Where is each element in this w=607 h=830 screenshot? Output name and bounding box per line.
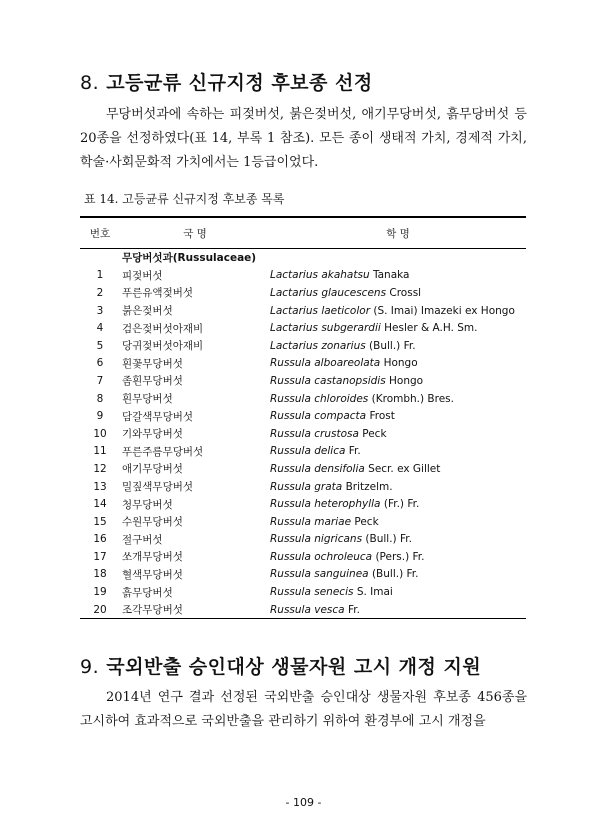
author-citation: (Krombh.) Bres. xyxy=(371,392,454,405)
species-epithet: alboareolata xyxy=(314,357,381,370)
scientific-name xyxy=(270,548,526,566)
scientific-name xyxy=(270,566,526,584)
row-number: 8 xyxy=(96,392,104,405)
table-row xyxy=(80,513,526,531)
species-epithet: vesca xyxy=(314,603,345,616)
korean-name: 붉은젖버섯 xyxy=(122,305,173,318)
row-number: 15 xyxy=(93,515,107,528)
table-row xyxy=(80,601,526,619)
scientific-name xyxy=(270,513,526,531)
scientific-name xyxy=(270,302,526,320)
genus: Russula xyxy=(270,427,311,440)
row-number: 17 xyxy=(93,550,107,563)
species-epithet: castanopsidis xyxy=(314,374,386,387)
genus: Lactarius xyxy=(270,339,318,352)
author-citation: (Bull.) Fr. xyxy=(371,568,419,581)
table-row xyxy=(80,460,526,478)
table-row xyxy=(80,372,526,390)
table-header-row xyxy=(80,217,526,249)
row-number: 16 xyxy=(93,533,107,546)
korean-name: 좀흰무당버섯 xyxy=(122,375,183,388)
row-number: 12 xyxy=(93,462,107,475)
korean-name: 담갈색무당버섯 xyxy=(122,410,194,423)
species-epithet: zonarius xyxy=(321,339,366,352)
scientific-name xyxy=(270,601,526,619)
author-citation: (Bull.) Fr. xyxy=(369,339,416,352)
scientific-name xyxy=(270,407,526,425)
row-number: 9 xyxy=(96,410,104,423)
korean-name: 절구버섯 xyxy=(122,533,163,546)
table-row xyxy=(80,355,526,373)
row-number: 10 xyxy=(93,427,107,440)
row-number: 18 xyxy=(93,568,107,581)
scientific-name xyxy=(270,531,526,549)
genus: Lactarius xyxy=(270,322,318,335)
table-row xyxy=(80,337,526,355)
row-number: 13 xyxy=(93,480,107,493)
table-row xyxy=(80,302,526,320)
korean-name: 조각무당버섯 xyxy=(122,604,183,617)
scientific-name xyxy=(270,495,526,513)
genus: Russula xyxy=(270,374,311,387)
korean-name: 수원무당버섯 xyxy=(122,516,183,529)
row-number: 6 xyxy=(96,357,104,370)
section-8-heading xyxy=(80,68,373,95)
row-number: 7 xyxy=(96,374,104,387)
section-9-title: 국외반출 승인대상 생물자원 고시 개정 지원 xyxy=(106,656,482,678)
section-8-number: 8. xyxy=(80,72,100,94)
genus: Lactarius xyxy=(270,286,318,299)
species-epithet: sanguinea xyxy=(314,568,369,581)
species-epithet: grata xyxy=(314,480,343,493)
species-epithet: chloroides xyxy=(314,392,369,405)
row-number: 19 xyxy=(93,586,107,599)
genus: Russula xyxy=(270,498,311,511)
scientific-name xyxy=(270,443,526,461)
section-9-number: 9. xyxy=(80,656,100,678)
korean-name: 푸른주름무당버섯 xyxy=(122,445,204,458)
species-epithet: crustosa xyxy=(314,427,359,440)
author-citation: Crossl xyxy=(389,286,422,299)
author-citation: (S. Imai) Imazeki ex Hongo xyxy=(373,304,515,317)
row-number: 1 xyxy=(96,269,104,282)
genus: Russula xyxy=(270,392,311,405)
table-row xyxy=(80,583,526,601)
row-number: 4 xyxy=(96,322,104,335)
genus: Russula xyxy=(270,586,311,599)
korean-name: 청무당버섯 xyxy=(122,498,173,511)
header-korean-name: 국 명 xyxy=(120,217,270,249)
table-row xyxy=(80,407,526,425)
table-body xyxy=(80,249,526,619)
section-8-paragraph-text: 무당버섯과에 속하는 피젖버섯, 붉은젖버섯, 애기무당버섯, 흙무당버섯 등 20종을 선정하였다(표 14, 부록 1 참조). 모든 종이 생태적 가치, 경제적 가치, 학술·사회문화적 가치에서는 1등급이었다. xyxy=(80,107,527,170)
author-citation: Fr. xyxy=(348,445,361,458)
species-epithet: senecis xyxy=(314,586,354,599)
section-9-paragraph xyxy=(80,686,527,734)
korean-name: 기와무당버섯 xyxy=(122,428,183,441)
author-citation: S. Imai xyxy=(356,586,393,599)
author-citation: (Fr.) Fr. xyxy=(383,498,420,511)
species-epithet: compacta xyxy=(314,410,367,423)
scientific-name xyxy=(270,425,526,443)
scientific-name xyxy=(270,583,526,601)
korean-name: 혈색무당버섯 xyxy=(122,568,183,581)
genus: Russula xyxy=(270,445,311,458)
genus: Lactarius xyxy=(270,304,318,317)
table-row xyxy=(80,566,526,584)
table-row xyxy=(80,548,526,566)
author-citation: Peck xyxy=(354,515,379,528)
species-epithet: heterophylla xyxy=(314,498,381,511)
row-number: 5 xyxy=(96,339,104,352)
table-row xyxy=(80,495,526,513)
author-citation: Secr. ex Gillet xyxy=(368,462,441,475)
species-epithet: ochroleuca xyxy=(314,550,373,563)
genus: Russula xyxy=(270,550,311,563)
row-number: 2 xyxy=(96,286,104,299)
author-citation: (Bull.) Fr. xyxy=(365,533,412,546)
scientific-name xyxy=(270,390,526,408)
author-citation: Peck xyxy=(362,427,387,440)
author-citation: Hongo xyxy=(389,374,424,387)
korean-name: 흙무당버섯 xyxy=(122,586,173,599)
korean-name: 흰꽃무당버섯 xyxy=(122,357,183,370)
row-number: 20 xyxy=(93,603,107,616)
korean-name: 푸른유액젖버섯 xyxy=(122,287,194,300)
scientific-name xyxy=(270,460,526,478)
genus: Russula xyxy=(270,533,311,546)
species-epithet: glaucescens xyxy=(321,286,387,299)
author-citation: (Pers.) Fr. xyxy=(375,550,425,563)
species-epithet: laeticolor xyxy=(321,304,371,317)
species-epithet: akahatsu xyxy=(321,269,370,282)
row-number: 11 xyxy=(93,445,107,458)
genus: Russula xyxy=(270,515,311,528)
table-row xyxy=(80,478,526,496)
species-epithet: subgerardii xyxy=(321,322,381,335)
genus: Russula xyxy=(270,410,311,423)
korean-name: 피젖버섯 xyxy=(122,269,163,282)
korean-name: 애기무당버섯 xyxy=(122,463,183,476)
table-caption: 표 14. 고등균류 신규지정 후보종 목록 xyxy=(84,192,285,206)
author-citation: Hongo xyxy=(383,357,418,370)
header-number: 번호 xyxy=(80,217,120,249)
species-epithet: mariae xyxy=(314,515,352,528)
author-citation: Hesler & A.H. Sm. xyxy=(384,322,478,335)
korean-name: 흰무당버섯 xyxy=(122,393,173,406)
author-citation: Tanaka xyxy=(372,269,410,282)
section-8-title: 고등균류 신규지정 후보종 선정 xyxy=(106,72,373,94)
family-row xyxy=(80,249,526,267)
genus: Russula xyxy=(270,357,311,370)
section-8-paragraph xyxy=(80,103,527,175)
korean-name: 검은젖버섯아재비 xyxy=(122,322,204,335)
genus: Russula xyxy=(270,462,311,475)
species-epithet: nigricans xyxy=(314,533,363,546)
family-name: 무당버섯과(Russulaceae) xyxy=(122,252,257,265)
species-table xyxy=(80,216,526,619)
table-row xyxy=(80,443,526,461)
korean-name: 당귀젖버섯아재비 xyxy=(122,340,204,353)
scientific-name xyxy=(270,337,526,355)
scientific-name xyxy=(270,372,526,390)
scientific-name xyxy=(270,267,526,285)
page-number: - 109 - xyxy=(285,796,322,809)
table-row xyxy=(80,319,526,337)
genus: Lactarius xyxy=(270,269,318,282)
section-9-paragraph-text: 2014년 연구 결과 선정된 국외반출 승인대상 생물자원 후보종 456종을 고시하여 효과적으로 국외반출을 관리하기 위하여 환경부에 고시 개정을 xyxy=(80,690,527,729)
species-epithet: delica xyxy=(314,445,346,458)
korean-name: 쏘개무당버섯 xyxy=(122,551,183,564)
table-row xyxy=(80,284,526,302)
section-9-heading xyxy=(80,652,481,679)
species-epithet: densifolia xyxy=(314,462,365,475)
genus: Russula xyxy=(270,480,311,493)
table-row xyxy=(80,267,526,285)
genus: Russula xyxy=(270,603,311,616)
genus: Russula xyxy=(270,568,311,581)
author-citation: Frost xyxy=(369,410,395,423)
scientific-name xyxy=(270,284,526,302)
row-number: 14 xyxy=(93,498,107,511)
scientific-name xyxy=(270,319,526,337)
scientific-name xyxy=(270,478,526,496)
table-row xyxy=(80,390,526,408)
korean-name: 밀짚색무당버섯 xyxy=(122,481,194,494)
header-scientific-name: 학 명 xyxy=(270,217,526,249)
row-number: 3 xyxy=(96,304,104,317)
table-row xyxy=(80,425,526,443)
table-row xyxy=(80,531,526,549)
scientific-name xyxy=(270,355,526,373)
author-citation: Fr. xyxy=(347,603,360,616)
author-citation: Britzelm. xyxy=(345,480,393,493)
